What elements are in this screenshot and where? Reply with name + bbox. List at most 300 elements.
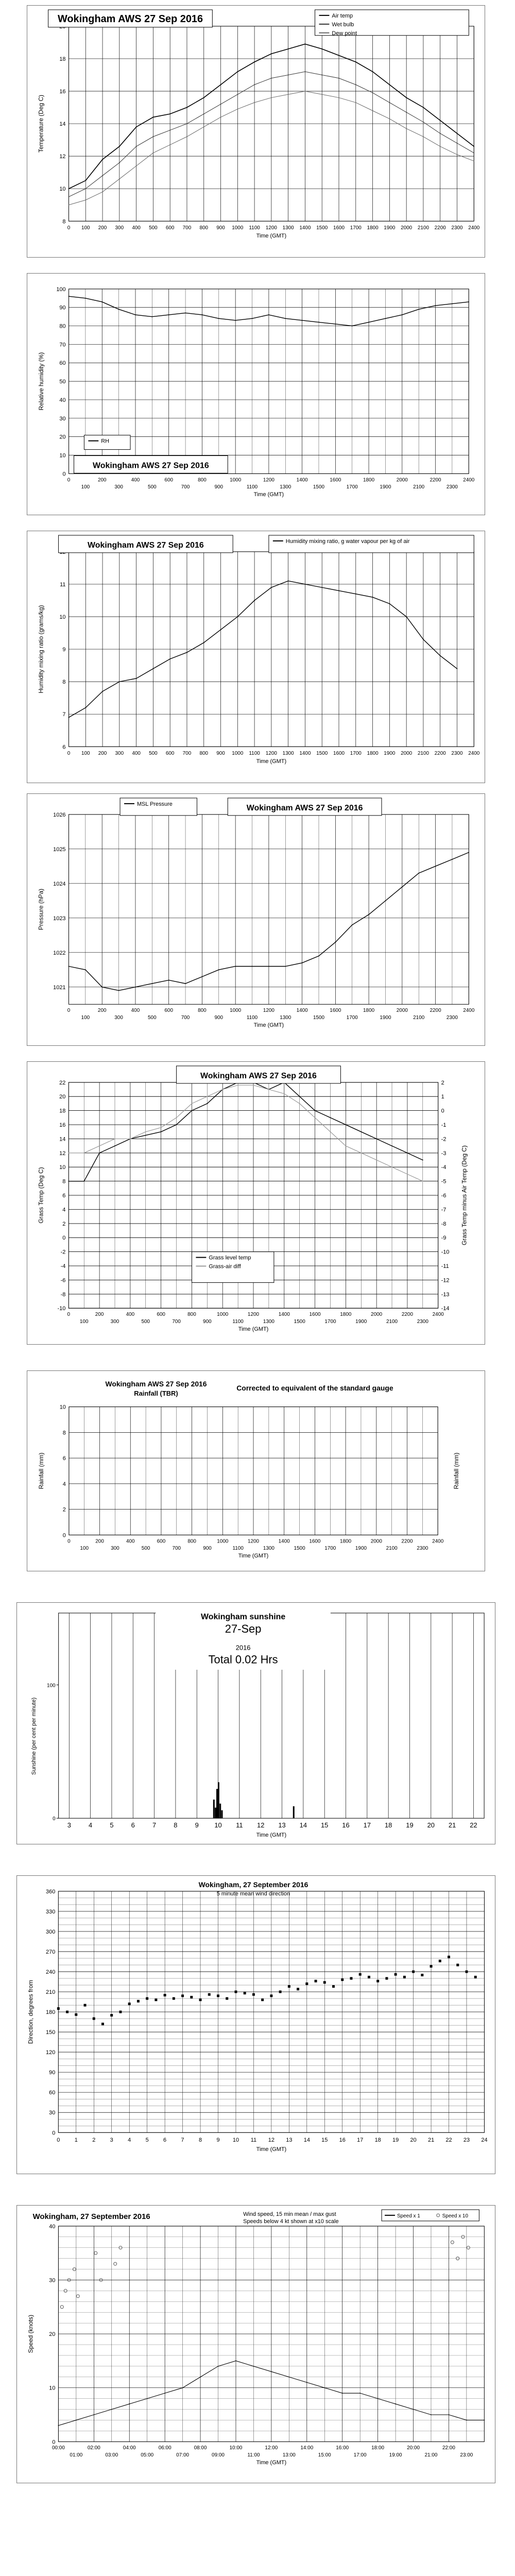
x-axis-label: Time (GMT) (253, 1022, 284, 1029)
wind-direction-point (199, 1998, 202, 2001)
x-tick-label: 1100 (246, 1015, 258, 1021)
series-line-0-point (376, 1139, 377, 1140)
series-line-2-point (372, 110, 373, 111)
wind-direction-point (359, 1973, 362, 1976)
series-line-2-point (102, 192, 103, 193)
y-tick-label: 10 (59, 1404, 66, 1411)
wind-direction-point (385, 1977, 388, 1980)
y2-tick-label: -11 (441, 1263, 449, 1270)
series-line-0-point (338, 590, 339, 591)
x-tick-label: 1200 (247, 1312, 260, 1318)
series-line-0-point (302, 320, 303, 321)
x-tick-label: 0 (67, 751, 71, 757)
sunshine-bar (221, 1810, 223, 1819)
series-line-0-point (268, 966, 269, 967)
chart-title: Wokingham sunshine (200, 1612, 286, 1621)
series-line-0-point (452, 859, 453, 860)
x-tick-label: 0 (67, 1312, 71, 1318)
x-tick-label: 2400 (432, 1312, 444, 1318)
x-axis-label: Time (GMT) (238, 1326, 269, 1333)
x-tick-label: 12:00 (265, 2445, 278, 2451)
x-tick-label: 2000 (401, 751, 413, 757)
x-tick-label: 23:00 (460, 2452, 473, 2459)
series-line-0-point (119, 681, 120, 682)
y-tick-label: 20 (59, 434, 66, 440)
x-tick-label: 15 (320, 1821, 329, 1829)
x-tick-label: 20 (410, 2137, 417, 2144)
x-tick-label: 3 (110, 2137, 113, 2144)
series-line-0-point (102, 691, 103, 692)
y-tick-label: 30 (59, 415, 66, 422)
y-tick-label: 2 (62, 1506, 66, 1513)
y-tick-label: 180 (46, 2009, 56, 2016)
series-line-0-point (360, 1131, 362, 1132)
x-tick-label: 100 (80, 1546, 89, 1552)
x-tick-label: 1200 (263, 477, 274, 483)
series-line-0-point (145, 1135, 146, 1136)
y-axis-label: Relative humidity (%) (37, 352, 45, 411)
series-line-0-point (271, 587, 272, 588)
x-tick-label: 600 (164, 477, 174, 483)
x-tick-label: 2100 (386, 1546, 398, 1552)
y-tick-label: 1025 (53, 846, 66, 853)
x-tick-label: 2200 (430, 477, 441, 483)
x-tick-label: 2200 (401, 1312, 414, 1318)
chart-9-wind-speed (16, 2205, 495, 2483)
legend-label: Grass-air diff (209, 1263, 241, 1270)
y-axis-label: Grass Temp (Deg C) (37, 1167, 45, 1224)
series-line-0-point (315, 1110, 316, 1111)
chart-subtitle: 27-Sep (225, 1622, 262, 1635)
x-tick-label: 800 (199, 225, 209, 231)
x-tick-label: 1000 (232, 225, 244, 231)
x-axis-label: Time (GMT) (238, 1553, 269, 1560)
series-line-0-point (271, 54, 272, 55)
wind-direction-point (252, 1993, 255, 1996)
wind-speed-line-point (377, 2398, 379, 2399)
wind-direction-point (164, 1994, 166, 1996)
series-line-0-point (203, 97, 204, 98)
chart-1-temperature (27, 5, 485, 258)
series-line-2-point (271, 97, 272, 98)
wind-speed-line-point (182, 2387, 183, 2388)
y-tick-label: 14 (59, 1136, 66, 1143)
series-line-0-point (368, 322, 369, 323)
y-tick-label: 0 (52, 2439, 56, 2446)
wind-direction-point (323, 1981, 326, 1984)
series-line-0-point (186, 652, 187, 653)
series-line-0-point (305, 44, 306, 45)
wind-direction-point (66, 2011, 68, 2013)
wind-speed-line-point (395, 2403, 396, 2404)
sunshine-bar (219, 1804, 221, 1818)
series-line-1-point (389, 102, 390, 103)
y2-tick-label: -14 (441, 1306, 450, 1312)
x-tick-label: 1300 (282, 225, 294, 231)
y2-tick-label: 0 (441, 1108, 444, 1114)
series-line-0-point (252, 966, 253, 967)
x-tick-label: 900 (203, 1319, 212, 1325)
x-tick-label: 1300 (282, 751, 294, 757)
x-tick-label: 600 (164, 1008, 173, 1014)
y-tick-label: 1021 (53, 984, 66, 991)
y-tick-label: 10 (59, 452, 66, 459)
chart-year: 2016 (235, 1643, 251, 1652)
x-tick-label: 1400 (299, 225, 311, 231)
series-line-0-point (135, 314, 136, 315)
x-tick-label: 600 (165, 751, 175, 757)
series-line-2-point (305, 91, 306, 92)
series-line-0-point (418, 873, 419, 874)
wind-direction-point (154, 1998, 157, 2001)
x-tick-label: 11 (250, 2137, 257, 2144)
x-tick-label: 1400 (299, 751, 311, 757)
x-tick-label: 21 (427, 2137, 435, 2144)
series-line-0-point (114, 1145, 115, 1146)
x-tick-label: 700 (182, 225, 192, 231)
y-tick-label: 360 (46, 1888, 56, 1895)
x-tick-label: 2200 (434, 751, 446, 757)
wind-direction-point (279, 1991, 282, 1993)
series-line-1-point (161, 1127, 162, 1128)
series-line-0-point (186, 107, 187, 108)
legend-label: Grass level temp (209, 1255, 251, 1261)
x-tick-label: 2300 (446, 1015, 458, 1021)
series-line-0-point (185, 983, 186, 984)
x-tick-label: 300 (115, 225, 124, 231)
series-line-0-point (422, 1160, 423, 1161)
wind-direction-point (412, 1971, 415, 1973)
x-axis-label: Time (GMT) (256, 233, 287, 240)
x-tick-label: 12 (268, 2137, 274, 2144)
sunshine-bar (216, 1789, 218, 1818)
wind-speed-line-point (129, 2403, 130, 2404)
series-line-2-point (254, 102, 255, 103)
series-line-0-point (254, 600, 255, 601)
x-tick-label: 1600 (333, 751, 345, 757)
wind-direction-point (466, 1971, 468, 1973)
series-line-0-point (385, 900, 386, 901)
series-line-0-point (151, 316, 152, 317)
series-line-1-point (153, 136, 154, 137)
x-tick-label: 7 (181, 2137, 184, 2144)
series-line-1-point (99, 1145, 100, 1146)
series-line-0-point (345, 1124, 346, 1125)
x-axis-label: Time (GMT) (256, 2146, 287, 2153)
x-tick-label: 9 (216, 2137, 220, 2144)
series-line-0-point (153, 668, 154, 669)
x-tick-label: 0 (67, 225, 71, 231)
x-tick-label: 1700 (346, 1015, 358, 1021)
chart-subtitle: Wind speed, 15 min mean / max gust (243, 2211, 336, 2217)
y-tick-label: 4 (62, 1207, 66, 1213)
x-tick-label: 1800 (367, 751, 379, 757)
series-line-1-point (422, 1181, 423, 1182)
x-tick-label: 600 (165, 225, 175, 231)
x-tick-label: 1600 (309, 1312, 321, 1318)
series-line-2-point (220, 117, 221, 118)
series-line-1-point (330, 1131, 331, 1132)
series-line-2-point (406, 128, 407, 129)
wind-direction-point (474, 1976, 477, 1978)
series-line-1-point (114, 1139, 115, 1140)
series-line-1-point (85, 188, 86, 189)
y-tick-label: 0 (62, 471, 66, 478)
x-tick-label: 11 (236, 1821, 243, 1829)
wind-direction-point (270, 1994, 272, 1997)
series-line-1-point (372, 92, 373, 93)
wind-speed-line-point (93, 2414, 94, 2415)
x-tick-label: 15:00 (318, 2452, 331, 2459)
x-tick-label: 2400 (463, 477, 475, 483)
x-tick-label: 11:00 (247, 2452, 260, 2459)
series-line-1-point (145, 1131, 146, 1132)
wind-direction-point (341, 1978, 344, 1981)
series-line-1-point (284, 1093, 285, 1094)
x-tick-label: 500 (149, 751, 158, 757)
x-tick-label: 1100 (249, 751, 260, 757)
wind-direction-point (288, 1985, 290, 1988)
x-tick-label: 900 (216, 225, 225, 231)
x-tick-label: 1600 (309, 1538, 321, 1545)
x-tick-label: 1300 (280, 484, 291, 490)
wind-speed-line-point (359, 2393, 360, 2394)
x-tick-label: 600 (157, 1538, 166, 1545)
series-line-0-point (302, 962, 303, 963)
x-tick-label: 2400 (463, 1008, 475, 1014)
series-line-0-point (406, 616, 407, 617)
x-tick-label: 1500 (316, 751, 328, 757)
wind-speed-line-point (431, 2414, 432, 2415)
series-line-1-point (253, 1084, 254, 1086)
series-line-0-point (136, 126, 137, 127)
x-tick-label: 2300 (417, 1319, 428, 1325)
x-tick-label: 1400 (278, 1538, 290, 1545)
y-tick-label: 0 (52, 2130, 56, 2137)
series-line-1-point (83, 1153, 84, 1154)
wind-direction-point (217, 1994, 219, 1997)
series-line-0-point (352, 326, 353, 327)
series-line-1-point (299, 1103, 300, 1104)
x-tick-label: 8 (174, 1821, 178, 1829)
y-tick-label: 210 (46, 1989, 56, 1996)
x-tick-label: 2400 (468, 225, 480, 231)
x-tick-label: 500 (148, 1015, 157, 1021)
x-tick-label: 2000 (396, 1008, 408, 1014)
series-line-0-point (407, 1153, 408, 1154)
series-line-1-point (423, 122, 424, 123)
wind-direction-point (119, 2011, 122, 2013)
y-tick-label: 40 (49, 2223, 56, 2230)
chart-title: Wokingham, 27 September 2016 (32, 2212, 150, 2221)
series-line-2-point (237, 109, 238, 110)
wind-direction-point (110, 2014, 113, 2016)
y-tick-label: 10 (59, 186, 66, 193)
series-line-1-point (203, 113, 204, 114)
series-line-0-point (402, 887, 403, 888)
x-tick-label: 2100 (417, 751, 429, 757)
y2-axis-label: Grass Temp minus Air Temp (Deg C) (460, 1145, 468, 1246)
x-tick-label: 01:00 (70, 2452, 83, 2459)
series-line-0-point (220, 84, 221, 85)
series-line-0-point (355, 594, 356, 595)
wind-speed-line-point (271, 2371, 272, 2372)
x-tick-label: 700 (172, 1546, 181, 1552)
x-tick-label: 800 (198, 477, 207, 483)
y-tick-label: 70 (59, 342, 66, 348)
y-tick-label: 0 (62, 1532, 66, 1539)
series-line-2-point (321, 94, 322, 95)
wind-direction-point (190, 1996, 193, 1998)
series-line-0-point (321, 48, 322, 49)
x-tick-label: 1500 (313, 484, 325, 490)
chart-title: Wokingham AWS 27 Sep 2016 (105, 1379, 207, 1388)
x-tick-label: 1400 (296, 477, 308, 483)
x-tick-label: 800 (199, 751, 209, 757)
y2-tick-label: -13 (441, 1291, 450, 1298)
series-line-0-point (202, 976, 203, 977)
x-tick-label: 8 (198, 2137, 202, 2144)
y2-tick-label: -5 (441, 1178, 447, 1185)
y2-tick-label: -9 (441, 1235, 447, 1242)
series-line-0-point (168, 980, 169, 981)
series-line-1-point (169, 130, 170, 131)
x-tick-label: 1 (74, 2137, 78, 2144)
series-line-0-point (185, 313, 186, 314)
y-tick-label: 1022 (53, 950, 66, 956)
x-tick-label: 5 (110, 1821, 114, 1829)
x-tick-label: 200 (95, 1312, 104, 1318)
x-tick-label: 13:00 (282, 2452, 296, 2459)
series-line-0-point (235, 966, 236, 967)
sunshine-bar (213, 1800, 215, 1818)
series-line-0-point (68, 966, 70, 967)
series-line-1-point (376, 1160, 377, 1161)
x-tick-label: 17:00 (353, 2452, 367, 2459)
wind-direction-point (128, 2003, 131, 2005)
series-line-2-point (288, 94, 289, 95)
wind-direction-point (208, 1993, 211, 1996)
series-line-2-point (473, 161, 474, 162)
x-tick-label: 200 (97, 1008, 107, 1014)
wind-direction-point (244, 1992, 246, 1994)
wind-speed-line-point (76, 2420, 77, 2421)
x-tick-label: 2400 (468, 751, 480, 757)
y-tick-label: 6 (62, 1193, 66, 1199)
series-line-0-point (452, 303, 453, 304)
wind-direction-point (368, 1976, 370, 1978)
series-line-0-point (118, 990, 119, 991)
x-tick-label: 0 (57, 2137, 60, 2144)
series-line-0-point (101, 987, 102, 988)
x-tick-label: 900 (216, 751, 225, 757)
x-tick-label: 1800 (340, 1312, 352, 1318)
series-line-0-point (288, 48, 289, 49)
x-tick-label: 800 (187, 1538, 196, 1545)
x-tick-label: 2100 (413, 1015, 425, 1021)
x-tick-label: 0 (67, 477, 71, 483)
x-tick-label: 300 (114, 484, 123, 490)
y-tick-label: 8 (62, 1430, 66, 1436)
y-tick-label: 10 (59, 614, 66, 620)
x-tick-label: 1800 (363, 477, 375, 483)
x-tick-label: 400 (126, 1538, 135, 1545)
wind-speed-line-point (235, 2360, 236, 2361)
series-line-0-point (352, 924, 353, 925)
series-line-0-point (391, 1145, 392, 1146)
series-line-2-point (186, 136, 187, 137)
chart-6-rainfall (27, 1370, 485, 1571)
x-tick-label: 1700 (324, 1546, 336, 1552)
y-tick-label: 18 (59, 1108, 66, 1114)
x-tick-label: 300 (114, 1015, 123, 1021)
y2-tick-label: -2 (441, 1136, 447, 1143)
series-line-0-point (288, 581, 289, 582)
x-tick-label: 300 (111, 1546, 119, 1552)
series-line-0-point (101, 301, 102, 302)
chart-title: Wokingham AWS 27 Sep 2016 (88, 540, 204, 550)
x-tick-label: 2000 (401, 225, 413, 231)
wind-speed-line-point (288, 2377, 289, 2378)
x-tick-label: 1900 (355, 1319, 367, 1325)
x-tick-label: 2200 (430, 1008, 441, 1014)
x-tick-label: 1700 (350, 225, 362, 231)
wind-direction-point (430, 1965, 433, 1968)
y-tick-label: 16 (59, 88, 66, 95)
legend-label: Humidity mixing ratio, g water vapour per kg of air (285, 538, 410, 545)
series-line-2-point (203, 126, 204, 127)
series-line-0-point (423, 107, 424, 108)
series-line-0-point (151, 983, 152, 984)
y-tick-label: -10 (57, 1306, 66, 1312)
series-line-0-point (102, 159, 103, 160)
y-tick-label: 18 (59, 56, 66, 62)
x-tick-label: 21 (448, 1821, 456, 1829)
x-tick-label: 1700 (324, 1319, 336, 1325)
series-line-0-point (135, 987, 136, 988)
x-tick-label: 1100 (249, 225, 260, 231)
wind-direction-point (439, 1960, 441, 1962)
y-tick-label: 10 (49, 2385, 56, 2392)
wind-direction-point (234, 1991, 237, 1993)
x-tick-label: 1000 (230, 477, 242, 483)
x-tick-label: 20:00 (407, 2445, 420, 2451)
series-line-0-point (169, 113, 170, 114)
series-line-0-point (252, 318, 253, 319)
series-line-0-point (372, 71, 373, 72)
y-tick-label: 1024 (53, 880, 66, 887)
y2-axis-label: Rainfall (mm) (452, 1452, 460, 1489)
series-line-0-point (335, 324, 336, 325)
x-tick-label: 800 (187, 1312, 196, 1318)
sunshine-bar (293, 1806, 295, 1818)
x-tick-label: 17 (363, 1821, 371, 1829)
x-tick-label: 1200 (265, 751, 277, 757)
x-tick-label: 1200 (247, 1538, 260, 1545)
x-tick-label: 500 (148, 484, 157, 490)
x-tick-label: 02:00 (87, 2445, 100, 2451)
wind-speed-line-point (218, 2366, 219, 2367)
x-tick-label: 22 (470, 1821, 477, 1829)
series-line-0-point (119, 146, 120, 147)
series-line-1-point (254, 84, 255, 85)
x-tick-label: 2200 (401, 1538, 413, 1545)
series-line-0-point (68, 188, 70, 189)
x-tick-label: 22 (445, 2137, 452, 2144)
x-tick-label: 15 (321, 2137, 328, 2144)
x-tick-label: 300 (110, 1319, 119, 1325)
y-tick-label: 300 (46, 1928, 56, 1935)
